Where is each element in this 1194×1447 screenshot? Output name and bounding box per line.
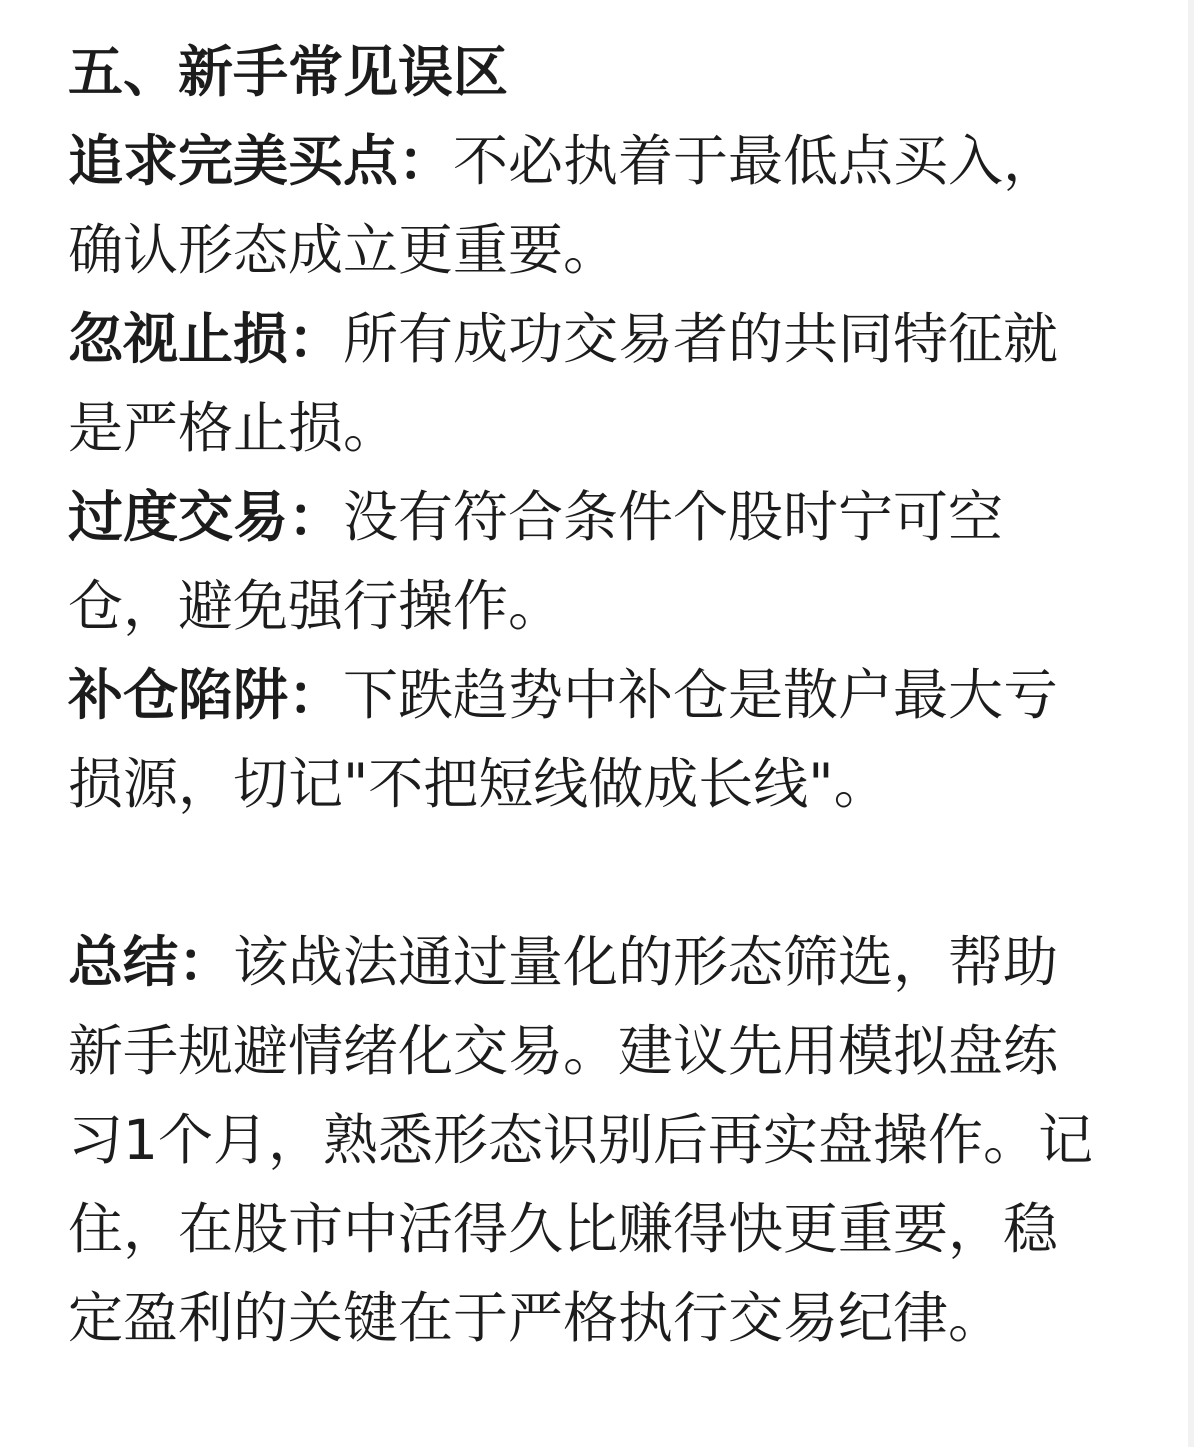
summary-paragraph xyxy=(68,918,1160,1363)
summary-line xyxy=(68,918,1160,1007)
mistake-line xyxy=(68,295,1160,384)
section-heading: 五、新手常见误区 xyxy=(68,40,509,104)
mistake-line xyxy=(68,117,1160,206)
mistake-text: 没有符合条件个股时宁可空 xyxy=(343,485,1004,549)
page-edge xyxy=(1188,0,1194,1447)
mistake-text: 下跌趋势中补仓是散户最大亏 xyxy=(343,663,1059,727)
summary-term: 总结： xyxy=(68,930,234,994)
summary-text-continued: 住，在股市中活得久比赚得快更重要，稳 xyxy=(68,1197,1059,1261)
mistake-text-continued: 确认形态成立更重要。 xyxy=(68,218,619,282)
article-body xyxy=(68,28,1160,1363)
mistake-line xyxy=(68,473,1160,562)
mistake-item-perfect-entry xyxy=(68,117,1160,295)
mistake-item-overtrading xyxy=(68,473,1160,651)
summary-text-continued: 定盈利的关键在于严格执行交易纪律。 xyxy=(68,1286,1004,1350)
mistake-text: 所有成功交易者的共同特征就 xyxy=(343,307,1059,371)
summary-text: 该战法通过量化的形态筛选，帮助 xyxy=(233,930,1059,994)
mistake-term: 补仓陷阱： xyxy=(68,663,344,727)
summary-text-continued: 习1个月，熟悉形态识别后再实盘操作。记 xyxy=(68,1108,1093,1172)
mistake-term: 忽视止损： xyxy=(68,307,344,371)
mistake-text-continued: 仓，避免强行操作。 xyxy=(68,574,564,638)
mistake-item-averaging-down xyxy=(68,651,1160,829)
mistake-text-continued: 是严格止损。 xyxy=(68,396,399,460)
mistake-text: 不必执着于最低点买入， xyxy=(453,129,1059,193)
mistake-text-continued: 损源，切记"不把短线做成长线"。 xyxy=(68,752,889,816)
mistake-line xyxy=(68,651,1160,740)
paragraph-spacer xyxy=(68,829,1160,918)
mistake-item-ignore-stop-loss xyxy=(68,295,1160,473)
mistake-term: 过度交易： xyxy=(68,485,344,549)
mistake-term: 追求完美买点： xyxy=(68,129,454,193)
summary-text-continued: 新手规避情绪化交易。建议先用模拟盘练 xyxy=(68,1019,1059,1083)
